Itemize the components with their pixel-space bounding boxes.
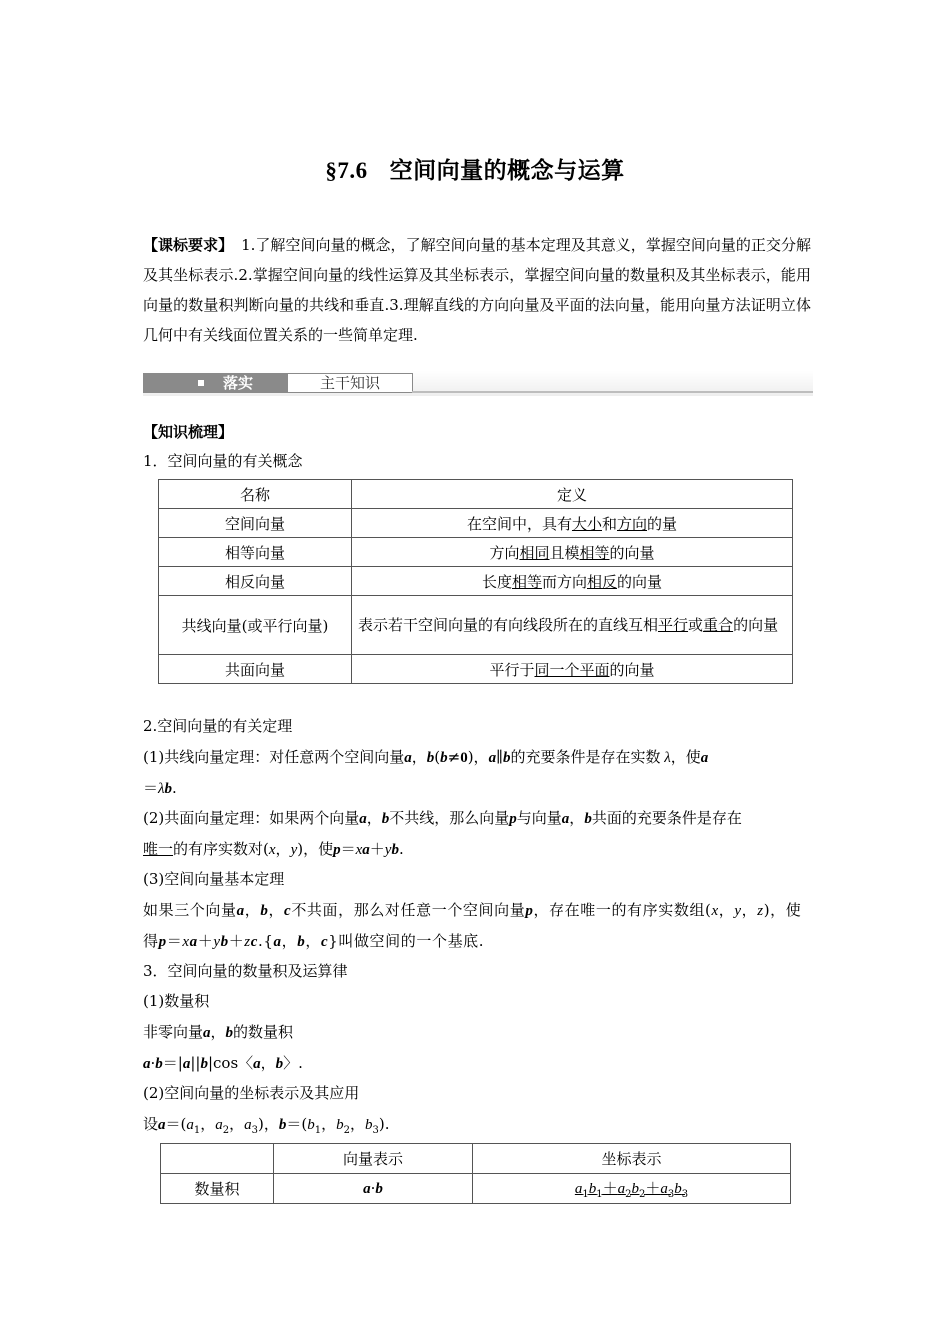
collinear-theorem: (1)共线向量定理：对任意两个空间向量a，b(b≠0)，a∥b的充要条件是存在实数 λ，使a ＝λb. [143,748,709,797]
square-bullet-icon [198,380,204,386]
table-row [161,1174,791,1204]
header-vector: 向量表示 [274,1144,473,1174]
blank-answer: 唯一 [143,840,174,858]
dot-product-formula: a·b＝|a||b|cos〈a，b〉. [143,1054,303,1072]
requirements-text: 1.了解空间向量的概念，了解空间向量的基本定理及其意义，掌握空间向量的正交分解及其坐标表示.2.掌握空间向量的线性运算及其坐标表示，掌握空间向量的数量积及其坐标表示，能用向量的数量积判断向量的共线和垂直.3.理解直线的方向向量及平面的法向量，能用向量方法证明立体几何中有关线面位置关系的一些简单定理. [143,236,811,344]
table-header-row [161,1144,791,1174]
basis-theorem: 如果三个向量a，b，c不共面，那么对任意一个空间向量p，存在唯一的有序实数组(x，y，z)，使得p＝xa＋yb＋zc.{a，b，c}叫做空间的一个基底. [143,901,802,950]
row-name: 相等向量 [159,538,352,567]
row-name: 相反向量 [159,567,352,596]
nonzero-vectors: 非零向量a，b的数量积 [143,1023,294,1041]
s2-heading: 2.空间向量的有关定理 [143,717,293,735]
table-row [159,655,793,684]
table-header-row [159,480,793,509]
requirements-label: 【课标要求】 [143,236,234,254]
blank-answer: 相同 [519,543,550,562]
blank-answer: 平行 [658,615,689,634]
blank-answer: 重合 [703,615,734,634]
row-def: 长度相等而方向相反的向量 [352,567,793,596]
vector-form: a·b [274,1174,473,1204]
coplanar-theorem: (2)共面向量定理：如果两个向量a，b不共线，那么向量p与向量a，b共面的充要条件是存在 唯一的有序实数对(x，y)，使p＝xa＋yb. [143,809,742,858]
s3-heading: 3．空间向量的数量积及运算律 [143,962,348,980]
table-row [159,538,793,567]
section-title: 空间向量的概念与运算 [389,158,625,184]
blank-answer: 大小 [571,514,602,533]
coordinate-heading: (2)空间向量的坐标表示及其应用 [143,1084,360,1102]
row-name: 空间向量 [159,509,352,538]
page-title [0,152,950,185]
blank-answer: $a_1b_1+a_2b_2+a_3b_3$ [574,1179,689,1200]
row-name: 共面向量 [159,655,352,684]
knowledge-heading: 【知识梳理】 [143,423,234,441]
blank-answer: 相等 [511,572,542,591]
basis-theorem-heading: (3)空间向量基本定理 [143,870,285,888]
banner-right-label: 主干知识 [287,373,413,393]
banner-divider [412,391,813,393]
table-row [159,509,793,538]
dot-product-heading: (1)数量积 [143,992,210,1010]
coordinate-form [473,1174,791,1204]
curriculum-requirements [143,230,811,350]
coordinate-setup: 设$a=(a_1$，$a_2$，$a_3$)，$b=(b_1$，$b_2$，$b_3$). [143,1115,390,1136]
header-coordinate: 坐标表示 [473,1144,791,1174]
row-def: 方向相同且模相等的向量 [352,538,793,567]
section-banner [143,350,813,396]
blank-answer: 相等 [579,543,610,562]
row-def: 在空间中，具有大小和方向的量 [352,509,793,538]
section-number: §7.6 [325,158,368,183]
blank-answer: 同一个平面 [534,660,610,679]
blank-answer: 方向 [617,514,648,533]
table-row [159,567,793,596]
header-def: 定义 [352,480,793,509]
row-name: 数量积 [161,1174,274,1204]
header-name: 名称 [159,480,352,509]
banner-left [143,373,287,393]
concept-table [158,479,793,684]
coordinate-table [160,1143,791,1204]
table-row [159,596,793,655]
row-def: 平行于同一个平面的向量 [352,655,793,684]
banner-left-label: 落实 [223,374,254,392]
row-def: 表示若干空间向量的有向线段所在的直线互相平行或重合的向量 [352,596,793,655]
s1-heading: 1．空间向量的有关概念 [143,452,303,470]
header-empty [161,1144,274,1174]
row-name: 共线向量(或平行向量) [159,596,352,655]
blank-answer: 相反 [587,572,618,591]
